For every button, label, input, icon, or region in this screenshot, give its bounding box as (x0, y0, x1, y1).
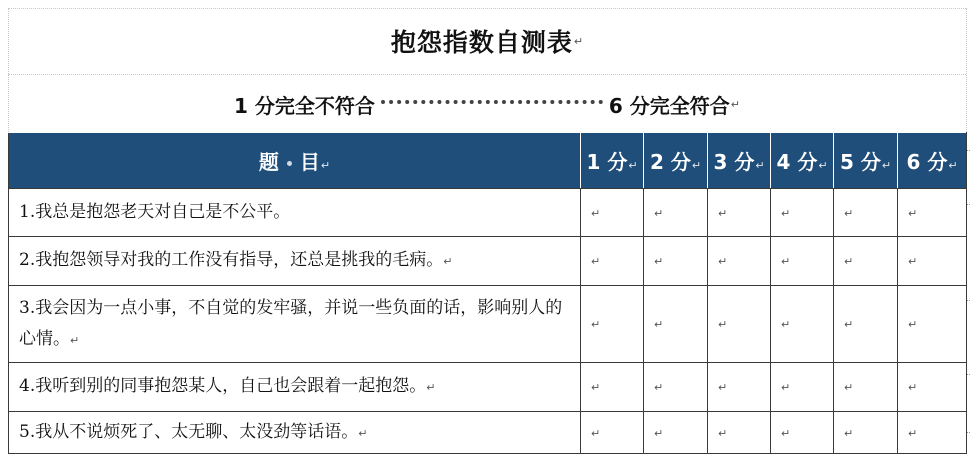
score-column-header: 1 分↵ (581, 133, 644, 189)
score-column-header: 4 分↵ (771, 133, 834, 189)
paragraph-mark-icon: ↵ (908, 318, 918, 331)
question-cell: 1.我总是抱怨老天对自己是不公平。 (9, 189, 581, 237)
paragraph-mark-icon: ↵ (781, 255, 791, 268)
paragraph-mark-icon: ↵ (654, 318, 664, 331)
score-cell[interactable] (771, 286, 834, 363)
scale-low-label: 1 分完全不符合 (234, 93, 375, 118)
score-cell[interactable] (834, 286, 898, 363)
score-cell[interactable] (771, 412, 834, 454)
score-cell[interactable] (898, 189, 967, 237)
scale-dotted-leader (381, 100, 603, 104)
paragraph-mark-icon: ↵ (781, 426, 791, 440)
paragraph-mark-icon: ↵ (881, 159, 892, 172)
paragraph-mark-icon: ↵ (844, 255, 854, 268)
score-cell[interactable] (834, 237, 898, 286)
score-cell[interactable] (834, 189, 898, 237)
score-cell[interactable] (834, 363, 898, 412)
table-header-row (9, 133, 967, 189)
paragraph-mark-icon: ↵ (426, 381, 436, 394)
score-column-header: 3 分↵ (708, 133, 771, 189)
question-cell: 3.我会因为一点小事，不自觉的发牢骚，并说一些负面的话，影响别人的心情。↵ (9, 286, 581, 363)
paragraph-mark-icon: ↵ (908, 206, 918, 220)
paragraph-mark-icon: ↵ (718, 206, 728, 220)
question-cell: 5.我从不说烦死了、太无聊、太没劲等话语。↵ (9, 412, 581, 454)
paragraph-mark-icon: ↵ (730, 97, 740, 111)
score-cell[interactable] (708, 286, 771, 363)
score-cell[interactable] (581, 189, 644, 237)
paragraph-mark-icon: ↵ (844, 206, 854, 220)
paragraph-mark-icon: ↵ (908, 255, 918, 268)
score-cell[interactable] (898, 412, 967, 454)
score-cell[interactable] (644, 237, 708, 286)
score-cell[interactable] (708, 237, 771, 286)
question-cell: 4.我听到别的同事抱怨某人，自己也会跟着一起抱怨。↵ (9, 363, 581, 412)
header-dot-icon (287, 161, 292, 166)
score-column-header: 5 分↵ (834, 133, 898, 189)
page-guide-right (966, 8, 967, 132)
paragraph-mark-icon: ↵ (573, 34, 584, 48)
self-test-table (8, 132, 967, 454)
score-cell[interactable] (708, 412, 771, 454)
paragraph-mark-icon: ↵ (358, 426, 368, 440)
paragraph-mark-icon: ↵ (443, 255, 453, 268)
paragraph-mark-icon: ↵ (844, 318, 854, 331)
paragraph-mark-icon: ↵ (844, 381, 854, 394)
paragraph-mark-icon: ↵ (691, 159, 702, 172)
score-cell[interactable] (771, 237, 834, 286)
paragraph-mark-icon: ↵ (591, 255, 601, 268)
score-cell[interactable] (771, 363, 834, 412)
page-guide-middle (8, 74, 966, 75)
score-column-header: 2 分↵ (644, 133, 708, 189)
paragraph-mark-icon: ↵ (781, 381, 791, 394)
paragraph-mark-icon: ↵ (591, 318, 601, 331)
question-cell: 2.我抱怨领导对我的工作没有指导，还总是挑我的毛病。↵ (9, 237, 581, 286)
paragraph-mark-icon: ↵ (844, 426, 854, 440)
title-row (8, 8, 966, 74)
paragraph-mark-icon: ↵ (908, 381, 918, 394)
paragraph-mark-icon: ↵ (718, 318, 728, 331)
paragraph-mark-icon: ↵ (718, 426, 728, 440)
paragraph-mark-icon: ↵ (654, 426, 664, 440)
score-cell[interactable] (581, 363, 644, 412)
paragraph-mark-icon: ↵ (654, 381, 664, 394)
paragraph-mark-icon: ↵ (781, 206, 791, 220)
score-cell[interactable] (898, 363, 967, 412)
score-cell[interactable] (834, 412, 898, 454)
paragraph-mark-icon: ↵ (781, 318, 791, 331)
table-row (9, 363, 967, 412)
scale-high-label: 6 分完全符合 (608, 93, 730, 118)
score-cell[interactable] (708, 363, 771, 412)
scale-legend (8, 76, 966, 132)
paragraph-mark-icon: ↵ (948, 159, 958, 172)
paragraph-mark-icon: ↵ (818, 159, 828, 172)
score-cell[interactable] (644, 286, 708, 363)
paragraph-mark-icon: ↵ (718, 255, 728, 268)
table-row (9, 286, 967, 363)
paragraph-mark-icon: ↵ (755, 159, 765, 172)
question-column-header: 题 目↵ (9, 133, 581, 189)
paragraph-mark-icon: ↵ (908, 426, 918, 440)
score-cell[interactable] (771, 189, 834, 237)
score-cell[interactable] (581, 412, 644, 454)
score-cell[interactable] (581, 237, 644, 286)
score-cell[interactable] (644, 363, 708, 412)
table-row (9, 237, 967, 286)
paragraph-mark-icon: ↵ (654, 255, 664, 268)
score-cell[interactable] (898, 286, 967, 363)
document-title: 抱怨指数自测表 (390, 28, 573, 57)
paragraph-mark-icon: ↵ (591, 206, 601, 220)
table-row (9, 189, 967, 237)
paragraph-mark-icon: ↵ (70, 333, 80, 347)
paragraph-mark-icon: ↵ (628, 159, 638, 172)
paragraph-mark-icon: ↵ (320, 159, 331, 172)
table-row (9, 412, 967, 454)
paragraph-mark-icon: ↵ (718, 381, 728, 394)
paragraph-mark-icon: ↵ (591, 381, 601, 394)
paragraph-mark-icon: ↵ (591, 426, 601, 440)
score-cell[interactable] (644, 189, 708, 237)
score-column-header: 6 分↵ (898, 133, 967, 189)
score-cell[interactable] (708, 189, 771, 237)
score-cell[interactable] (644, 412, 708, 454)
score-cell[interactable] (898, 237, 967, 286)
score-cell[interactable] (581, 286, 644, 363)
paragraph-mark-icon: ↵ (654, 206, 664, 220)
